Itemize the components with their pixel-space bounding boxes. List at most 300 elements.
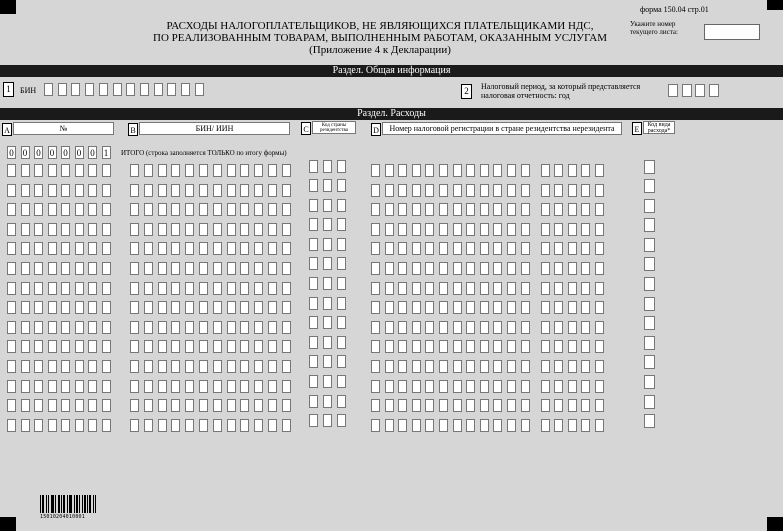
tax-registration-cell[interactable] [541,242,550,255]
bin-iin-cell[interactable] [171,223,180,236]
bin-iin-cell[interactable] [185,380,194,393]
tax-registration-cell[interactable] [507,360,516,373]
bin-iin-cell[interactable] [240,282,249,295]
tax-registration-cell[interactable] [493,419,502,432]
bin-iin-cell[interactable] [254,223,263,236]
tax-registration-cell[interactable] [398,262,407,275]
bin-iin-cell[interactable] [282,203,291,216]
tax-registration-cell[interactable] [493,242,502,255]
tax-registration-cell[interactable] [554,360,563,373]
row-number-cell[interactable] [61,360,70,373]
bin-iin-cell[interactable] [158,282,167,295]
bin-iin-cell[interactable] [227,321,236,334]
row-number-cell[interactable] [21,223,30,236]
expense-type-cell[interactable] [644,218,655,232]
row-number-cell[interactable] [75,380,84,393]
row-number-cell[interactable] [7,301,16,314]
row-number-cell[interactable] [61,184,70,197]
row-number-cell[interactable] [48,242,57,255]
tax-registration-cell[interactable] [493,262,502,275]
tax-registration-cell[interactable] [439,282,448,295]
row-number-cell[interactable] [21,242,30,255]
row-number-cell[interactable] [102,360,111,373]
country-code-cell[interactable] [337,179,346,192]
row-number-cell[interactable] [88,321,97,334]
row-number-cell[interactable] [75,321,84,334]
row-number-cell[interactable] [34,203,43,216]
tax-registration-cell[interactable] [507,419,516,432]
country-code-cell[interactable] [323,316,332,329]
bin-digit-cell[interactable] [167,83,176,96]
tax-registration-cell[interactable] [398,360,407,373]
tax-registration-cell[interactable] [453,419,462,432]
tax-registration-cell[interactable] [412,301,421,314]
bin-iin-cell[interactable] [199,203,208,216]
tax-registration-cell[interactable] [371,321,380,334]
row-number-cell[interactable] [61,282,70,295]
country-code-cell[interactable] [309,238,318,251]
country-code-cell[interactable] [309,297,318,310]
bin-iin-cell[interactable] [158,262,167,275]
bin-iin-cell[interactable] [213,203,222,216]
tax-registration-cell[interactable] [439,242,448,255]
row-number-cell[interactable] [75,340,84,353]
bin-iin-cell[interactable] [199,164,208,177]
bin-iin-cell[interactable] [130,203,139,216]
expense-type-cell[interactable] [644,199,655,213]
row-number-cell[interactable] [48,223,57,236]
expense-type-cell[interactable] [644,257,655,271]
row-number-cell[interactable] [7,419,16,432]
bin-iin-cell[interactable] [199,282,208,295]
tax-registration-cell[interactable] [439,164,448,177]
bin-iin-cell[interactable] [227,164,236,177]
country-code-cell[interactable] [337,316,346,329]
bin-iin-cell[interactable] [240,340,249,353]
row-number-cell[interactable] [102,242,111,255]
expense-type-cell[interactable] [644,375,655,389]
tax-registration-cell[interactable] [425,301,434,314]
tax-registration-cell[interactable] [595,380,604,393]
row-number-cell[interactable] [7,399,16,412]
tax-registration-cell[interactable] [541,419,550,432]
tax-registration-cell[interactable] [581,242,590,255]
tax-registration-cell[interactable] [398,321,407,334]
row-number-cell[interactable] [61,262,70,275]
tax-registration-cell[interactable] [425,282,434,295]
row-number-cell[interactable] [88,301,97,314]
tax-registration-cell[interactable] [493,184,502,197]
bin-iin-cell[interactable] [254,282,263,295]
tax-registration-cell[interactable] [412,282,421,295]
bin-iin-cell[interactable] [185,242,194,255]
row-number-cell[interactable] [61,419,70,432]
row-number-cell[interactable] [7,380,16,393]
tax-registration-cell[interactable] [554,203,563,216]
bin-iin-cell[interactable] [227,282,236,295]
total-country-code-cell[interactable] [337,160,346,173]
country-code-cell[interactable] [323,277,332,290]
bin-iin-cell[interactable] [144,340,153,353]
bin-iin-cell[interactable] [199,340,208,353]
bin-digit-cell[interactable] [195,83,204,96]
tax-registration-cell[interactable] [554,380,563,393]
row-number-cell[interactable] [75,262,84,275]
tax-registration-cell[interactable] [581,164,590,177]
bin-iin-cell[interactable] [144,242,153,255]
bin-iin-cell[interactable] [144,360,153,373]
bin-iin-cell[interactable] [282,242,291,255]
tax-registration-cell[interactable] [466,282,475,295]
tax-registration-cell[interactable] [554,223,563,236]
tax-registration-cell[interactable] [439,380,448,393]
bin-iin-cell[interactable] [158,380,167,393]
tax-registration-cell[interactable] [581,184,590,197]
row-number-cell[interactable] [102,164,111,177]
tax-registration-cell[interactable] [371,164,380,177]
bin-iin-cell[interactable] [144,203,153,216]
country-code-cell[interactable] [309,375,318,388]
row-number-cell[interactable] [88,262,97,275]
tax-registration-cell[interactable] [385,321,394,334]
tax-registration-cell[interactable] [385,223,394,236]
tax-registration-cell[interactable] [371,242,380,255]
country-code-cell[interactable] [309,316,318,329]
tax-registration-cell[interactable] [521,223,530,236]
tax-registration-cell[interactable] [541,340,550,353]
tax-registration-cell[interactable] [493,360,502,373]
tax-registration-cell[interactable] [466,301,475,314]
tax-registration-cell[interactable] [493,301,502,314]
bin-iin-cell[interactable] [213,262,222,275]
tax-registration-cell[interactable] [521,340,530,353]
tax-registration-cell[interactable] [568,380,577,393]
bin-iin-cell[interactable] [254,321,263,334]
tax-registration-cell[interactable] [453,203,462,216]
tax-registration-cell[interactable] [581,262,590,275]
bin-iin-cell[interactable] [227,399,236,412]
bin-iin-cell[interactable] [158,223,167,236]
row-number-cell[interactable] [21,380,30,393]
bin-iin-cell[interactable] [213,184,222,197]
row-number-cell[interactable] [102,223,111,236]
bin-iin-cell[interactable] [185,340,194,353]
expense-type-cell[interactable] [644,395,655,409]
tax-registration-cell[interactable] [480,301,489,314]
bin-iin-cell[interactable] [185,203,194,216]
bin-iin-cell[interactable] [144,301,153,314]
tax-registration-cell[interactable] [412,360,421,373]
tax-registration-cell[interactable] [453,301,462,314]
row-number-cell[interactable] [7,203,16,216]
bin-iin-cell[interactable] [199,301,208,314]
tax-registration-cell[interactable] [507,262,516,275]
tax-registration-cell[interactable] [493,321,502,334]
tax-registration-cell[interactable] [507,301,516,314]
tax-registration-cell[interactable] [412,242,421,255]
bin-digit-cell[interactable] [181,83,190,96]
bin-iin-cell[interactable] [171,301,180,314]
tax-registration-cell[interactable] [466,184,475,197]
row-number-cell[interactable] [21,321,30,334]
row-number-cell[interactable] [88,340,97,353]
tax-registration-cell[interactable] [385,164,394,177]
tax-registration-cell[interactable] [480,242,489,255]
tax-registration-cell[interactable] [493,282,502,295]
bin-iin-cell[interactable] [240,399,249,412]
bin-iin-cell[interactable] [213,164,222,177]
tax-registration-cell[interactable] [398,223,407,236]
tax-registration-cell[interactable] [595,242,604,255]
tax-registration-cell[interactable] [568,262,577,275]
tax-registration-cell[interactable] [439,184,448,197]
tax-registration-cell[interactable] [398,380,407,393]
tax-registration-cell[interactable] [453,262,462,275]
bin-iin-cell[interactable] [185,282,194,295]
tax-registration-cell[interactable] [568,399,577,412]
tax-registration-cell[interactable] [439,360,448,373]
bin-iin-cell[interactable] [144,223,153,236]
tax-registration-cell[interactable] [480,203,489,216]
tax-registration-cell[interactable] [453,242,462,255]
bin-iin-cell[interactable] [171,321,180,334]
tax-registration-cell[interactable] [595,282,604,295]
bin-iin-cell[interactable] [144,282,153,295]
bin-iin-cell[interactable] [282,321,291,334]
row-number-cell[interactable] [21,419,30,432]
bin-iin-cell[interactable] [171,164,180,177]
tax-registration-cell[interactable] [398,184,407,197]
tax-registration-cell[interactable] [412,399,421,412]
tax-registration-cell[interactable] [541,164,550,177]
row-number-cell[interactable] [21,282,30,295]
row-number-cell[interactable] [21,164,30,177]
row-number-cell[interactable] [61,380,70,393]
bin-iin-cell[interactable] [213,340,222,353]
bin-iin-cell[interactable] [254,301,263,314]
tax-registration-cell[interactable] [595,301,604,314]
row-number-cell[interactable] [34,184,43,197]
tax-registration-cell[interactable] [398,301,407,314]
bin-digit-cell[interactable] [44,83,53,96]
bin-digit-cell[interactable] [154,83,163,96]
bin-iin-cell[interactable] [268,380,277,393]
total-expense-type-cell[interactable] [644,160,655,174]
bin-iin-cell[interactable] [144,262,153,275]
tax-registration-cell[interactable] [493,380,502,393]
row-number-cell[interactable] [102,380,111,393]
tax-registration-cell[interactable] [371,340,380,353]
bin-iin-cell[interactable] [158,399,167,412]
tax-registration-cell[interactable] [507,164,516,177]
tax-registration-cell[interactable] [466,399,475,412]
country-code-cell[interactable] [337,277,346,290]
row-number-cell[interactable] [7,223,16,236]
bin-iin-cell[interactable] [268,282,277,295]
bin-iin-cell[interactable] [254,419,263,432]
tax-registration-cell[interactable] [385,282,394,295]
tax-registration-cell[interactable] [480,164,489,177]
bin-iin-cell[interactable] [240,380,249,393]
bin-iin-cell[interactable] [158,321,167,334]
tax-registration-cell[interactable] [507,399,516,412]
bin-iin-cell[interactable] [144,419,153,432]
country-code-cell[interactable] [323,297,332,310]
row-number-cell[interactable] [88,223,97,236]
bin-iin-cell[interactable] [282,282,291,295]
tax-registration-cell[interactable] [412,164,421,177]
country-code-cell[interactable] [309,199,318,212]
tax-registration-cell[interactable] [398,399,407,412]
row-number-cell[interactable] [34,360,43,373]
row-number-cell[interactable] [48,184,57,197]
row-number-cell[interactable] [75,242,84,255]
tax-registration-cell[interactable] [507,282,516,295]
row-number-cell[interactable] [61,223,70,236]
row-number-cell[interactable] [75,282,84,295]
bin-iin-cell[interactable] [227,419,236,432]
bin-iin-cell[interactable] [185,399,194,412]
bin-iin-cell[interactable] [144,380,153,393]
row-number-cell[interactable] [88,360,97,373]
country-code-cell[interactable] [309,414,318,427]
bin-digit-cell[interactable] [126,83,135,96]
bin-digit-cell[interactable] [99,83,108,96]
total-country-code-cell[interactable] [309,160,318,173]
bin-iin-cell[interactable] [213,419,222,432]
row-number-cell[interactable] [88,282,97,295]
tax-registration-cell[interactable] [541,184,550,197]
row-number-cell[interactable] [34,282,43,295]
tax-registration-cell[interactable] [595,184,604,197]
bin-iin-cell[interactable] [171,262,180,275]
row-number-cell[interactable] [34,399,43,412]
row-number-cell[interactable] [48,340,57,353]
country-code-cell[interactable] [323,375,332,388]
bin-iin-cell[interactable] [213,360,222,373]
tax-registration-cell[interactable] [521,380,530,393]
country-code-cell[interactable] [323,257,332,270]
row-number-cell[interactable] [61,242,70,255]
bin-iin-cell[interactable] [227,262,236,275]
bin-iin-cell[interactable] [171,360,180,373]
bin-digit-cell[interactable] [71,83,80,96]
tax-registration-cell[interactable] [385,242,394,255]
bin-iin-cell[interactable] [199,184,208,197]
bin-iin-cell[interactable] [158,164,167,177]
bin-iin-cell[interactable] [282,223,291,236]
bin-iin-cell[interactable] [130,419,139,432]
row-number-cell[interactable] [88,419,97,432]
tax-registration-cell[interactable] [371,380,380,393]
tax-registration-cell[interactable] [412,419,421,432]
bin-iin-cell[interactable] [130,399,139,412]
tax-registration-cell[interactable] [480,184,489,197]
tax-registration-cell[interactable] [371,399,380,412]
tax-registration-cell[interactable] [521,301,530,314]
row-number-cell[interactable] [7,321,16,334]
tax-registration-cell[interactable] [595,223,604,236]
tax-registration-cell[interactable] [385,203,394,216]
tax-registration-cell[interactable] [480,399,489,412]
tax-registration-cell[interactable] [453,164,462,177]
tax-registration-cell[interactable] [507,242,516,255]
tax-registration-cell[interactable] [507,203,516,216]
tax-registration-cell[interactable] [554,282,563,295]
tax-registration-cell[interactable] [541,223,550,236]
bin-iin-cell[interactable] [199,321,208,334]
bin-iin-cell[interactable] [185,321,194,334]
bin-iin-cell[interactable] [185,262,194,275]
bin-iin-cell[interactable] [254,360,263,373]
row-number-cell[interactable] [102,301,111,314]
bin-iin-cell[interactable] [282,184,291,197]
bin-iin-cell[interactable] [213,380,222,393]
tax-registration-cell[interactable] [412,184,421,197]
tax-registration-cell[interactable] [466,419,475,432]
bin-iin-cell[interactable] [171,282,180,295]
bin-iin-cell[interactable] [213,301,222,314]
country-code-cell[interactable] [337,199,346,212]
bin-iin-cell[interactable] [282,262,291,275]
bin-iin-cell[interactable] [144,164,153,177]
row-number-cell[interactable] [34,380,43,393]
row-number-cell[interactable] [48,203,57,216]
tax-registration-cell[interactable] [480,360,489,373]
tax-registration-cell[interactable] [595,399,604,412]
row-number-cell[interactable] [21,340,30,353]
row-number-cell[interactable] [48,321,57,334]
row-number-cell[interactable] [34,340,43,353]
row-number-cell[interactable] [21,203,30,216]
row-number-cell[interactable] [7,242,16,255]
bin-iin-cell[interactable] [268,419,277,432]
bin-iin-cell[interactable] [282,301,291,314]
tax-registration-cell[interactable] [493,203,502,216]
bin-iin-cell[interactable] [185,223,194,236]
tax-registration-cell[interactable] [554,399,563,412]
tax-registration-cell[interactable] [412,340,421,353]
bin-iin-cell[interactable] [185,301,194,314]
bin-iin-cell[interactable] [268,301,277,314]
bin-iin-cell[interactable] [254,340,263,353]
country-code-cell[interactable] [323,355,332,368]
tax-registration-cell[interactable] [439,203,448,216]
bin-iin-cell[interactable] [130,262,139,275]
tax-registration-cell[interactable] [398,282,407,295]
tax-registration-cell[interactable] [554,184,563,197]
bin-iin-cell[interactable] [282,360,291,373]
tax-registration-cell[interactable] [398,242,407,255]
tax-registration-cell[interactable] [480,380,489,393]
bin-iin-cell[interactable] [158,184,167,197]
country-code-cell[interactable] [309,257,318,270]
bin-iin-cell[interactable] [185,419,194,432]
tax-registration-cell[interactable] [371,301,380,314]
row-number-cell[interactable] [88,242,97,255]
row-number-cell[interactable] [61,399,70,412]
bin-iin-cell[interactable] [240,164,249,177]
row-number-cell[interactable] [75,223,84,236]
row-number-cell[interactable] [7,340,16,353]
tax-registration-cell[interactable] [541,360,550,373]
tax-registration-cell[interactable] [595,203,604,216]
bin-iin-cell[interactable] [254,164,263,177]
bin-iin-cell[interactable] [213,321,222,334]
row-number-cell[interactable] [48,380,57,393]
tax-registration-cell[interactable] [425,223,434,236]
tax-registration-cell[interactable] [439,223,448,236]
